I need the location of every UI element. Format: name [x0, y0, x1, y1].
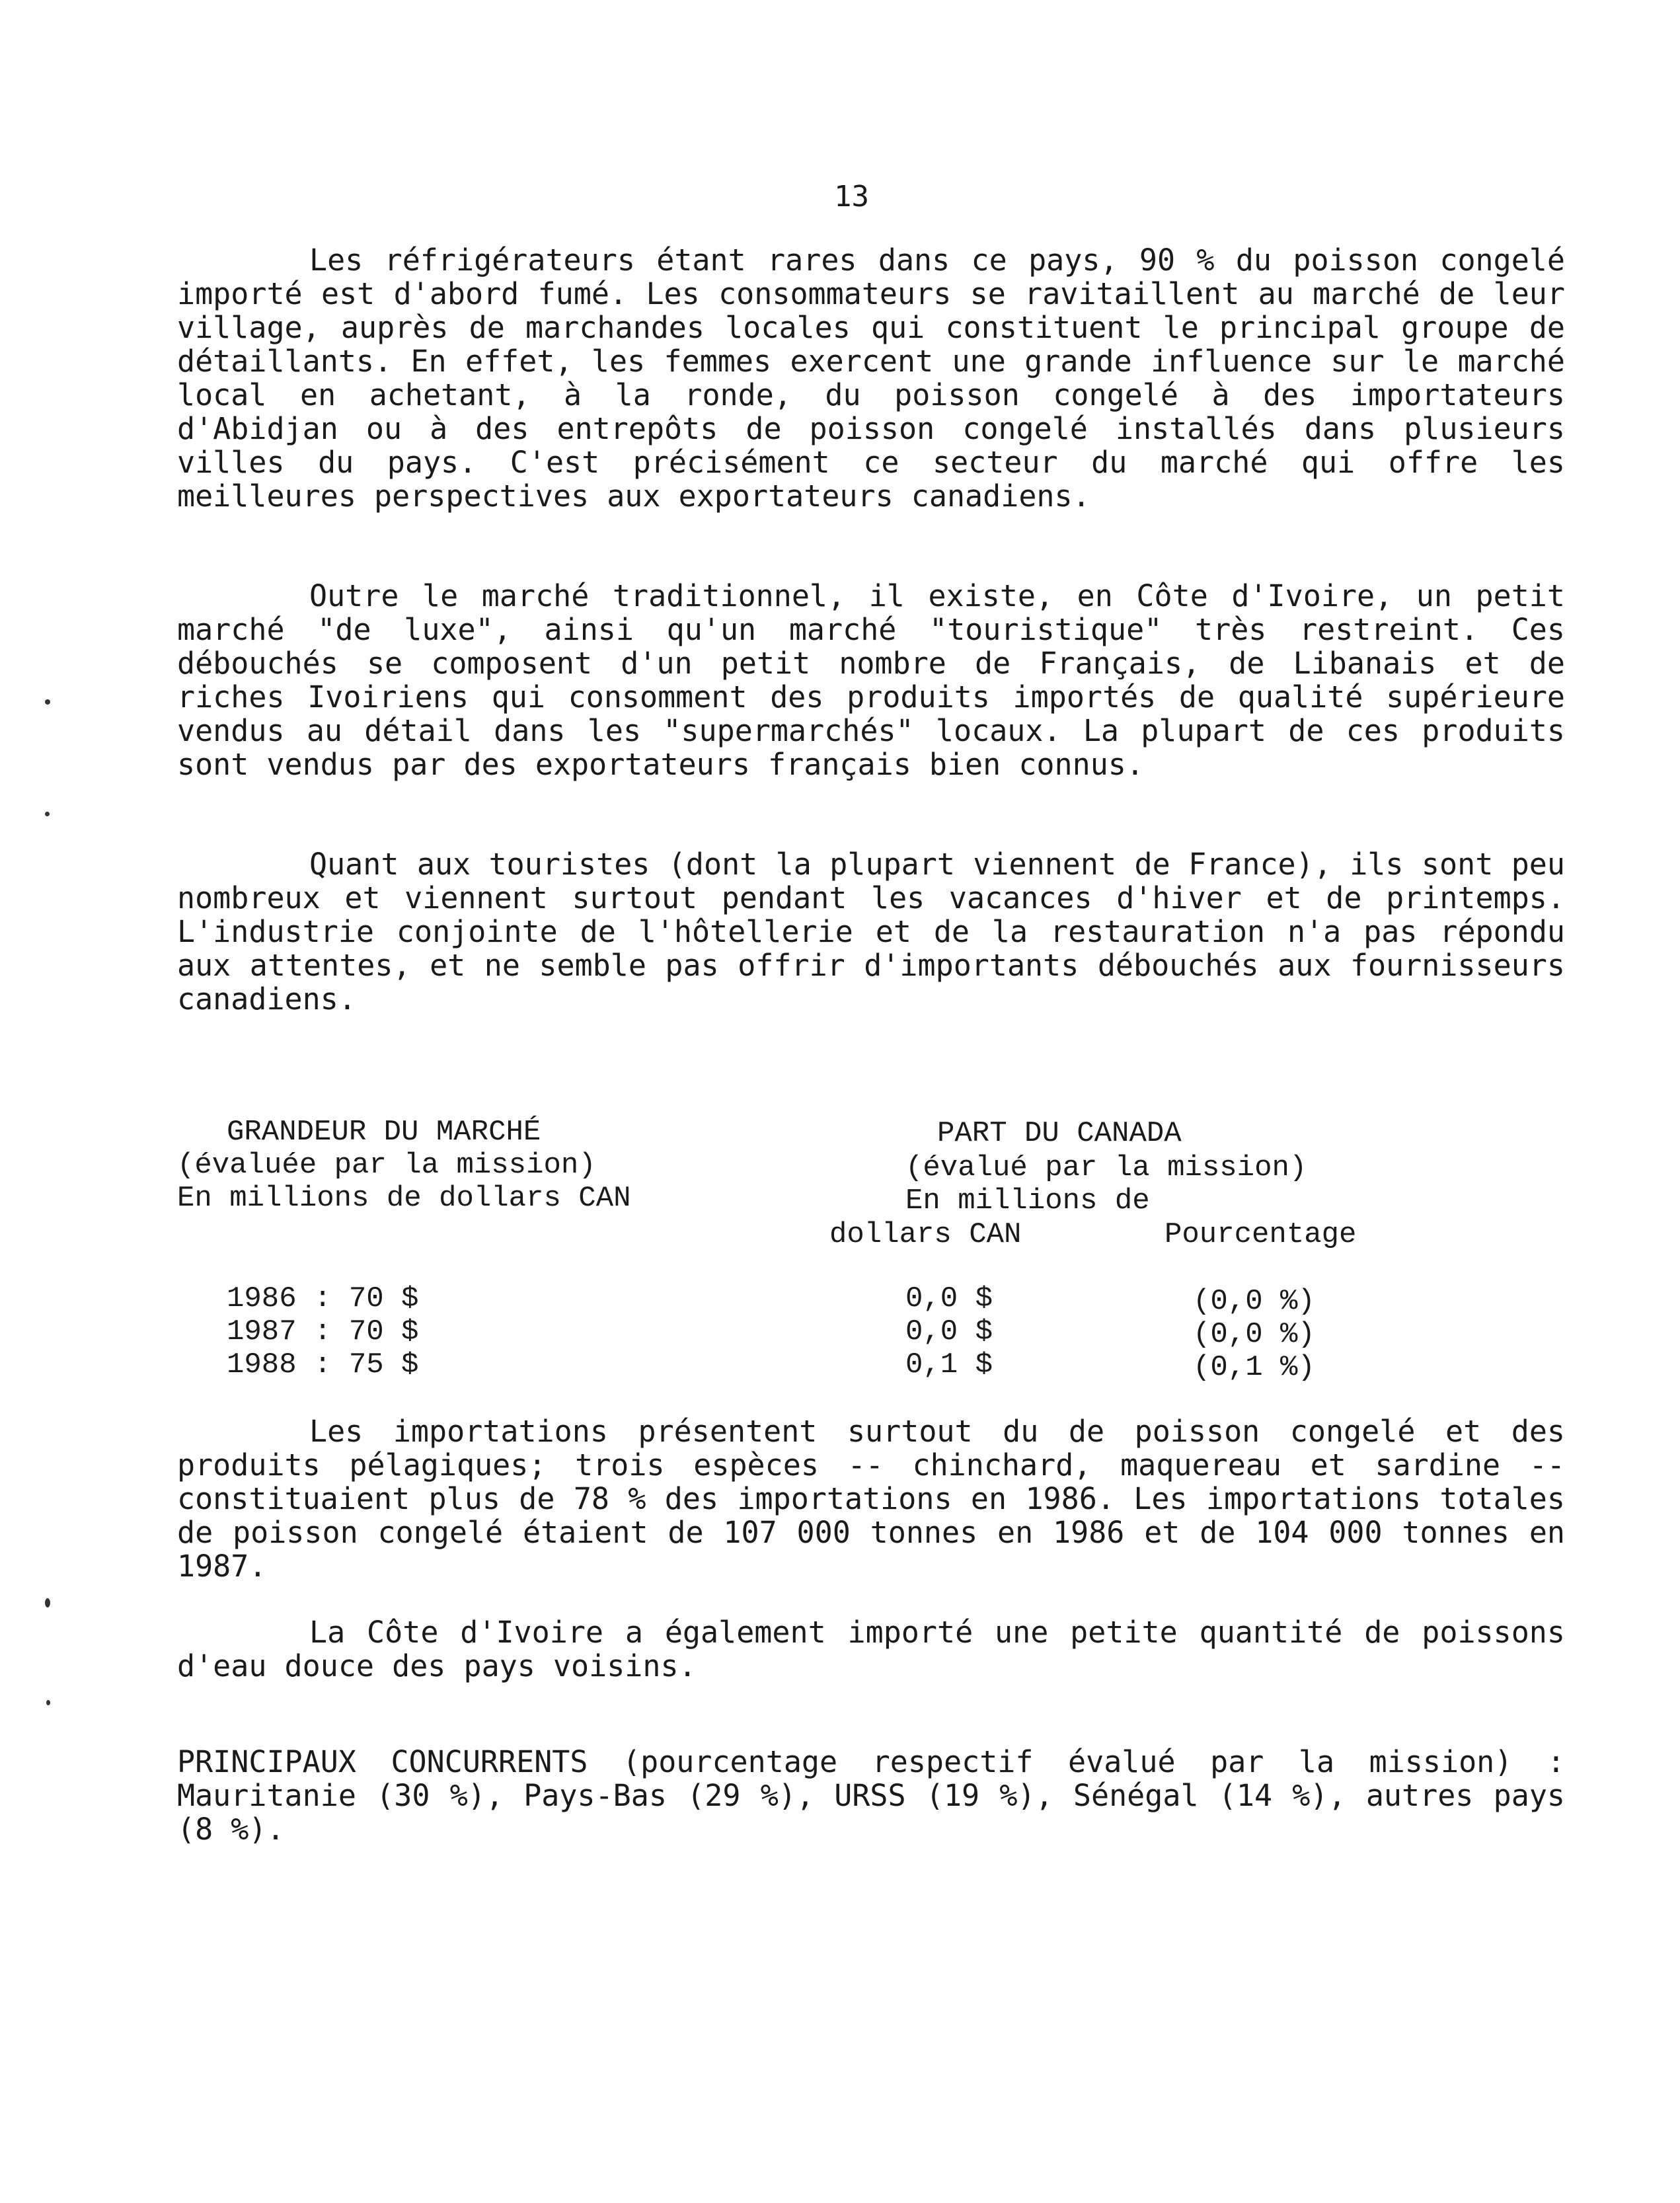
scan-speck — [45, 1598, 50, 1607]
paragraph-text: Les importations présentent surtout du de poisson congelé et des produits pélagiques; trois espèces -- chinchard, maquereau et sardine -- constituaient plus de 78 % des importations en 1986. Les importations totales de poisson congelé étaient de 107 000 tonnes en 1986 et de 104 000 tonnes en 1987. — [177, 1414, 1565, 1584]
paragraph-text: Quant aux touristes (dont la plupart viennent de France), ils sont peu nombreux et viennent surtout pendant les vacances d'hiver et de printemps. L'industrie conjointe de l'hôtellerie et de la restauration n'a pas répondu aux attentes, et ne semble pas offrir d'importants débouchés aux fournisseurs canadiens. — [177, 847, 1565, 1017]
table-row-year-value: 1988 : 75 $ — [227, 1348, 419, 1381]
table-row-canada: 0,0 $ — [905, 1282, 993, 1315]
paragraph-text: Outre le marché traditionnel, il existe, en Côte d'Ivoire, un petit marché "de luxe", ainsi qu'un marché "touristique" très restreint. Ces débouchés se composent d'un petit nombre de Français, de Libanais et de riches Ivoiriens qui consomment des produits importés de qualité supérieure vendus au détail dans les "supermarchés" locaux. La plupart de ces produits sont vendus par des exportateurs français bien connus. — [177, 578, 1565, 782]
paragraph-imports — [177, 1414, 1565, 1583]
left-header-subtitle: (évaluée par la mission) — [177, 1149, 596, 1182]
scan-speck — [45, 699, 50, 705]
right-header-units: En millions de — [905, 1184, 1150, 1217]
paragraph-text: La Côte d'Ivoire a également importé une petite quantité de poissons d'eau douce des pays voisins. — [177, 1615, 1565, 1683]
table-row-year-value: 1987 : 70 $ — [227, 1315, 419, 1348]
scan-speck — [45, 812, 50, 816]
table-row-percent: (0,0 %) — [1193, 1285, 1315, 1318]
right-header-title: PART DU CANADA — [937, 1117, 1182, 1150]
left-header-title: GRANDEUR DU MARCHÉ — [227, 1116, 541, 1149]
paragraph-luxury-market — [177, 579, 1565, 781]
paragraph-text: Les réfrigérateurs étant rares dans ce pays, 90 % du poisson congelé importé est d'abord fumé. Les consommateurs se ravitaillent au marché de leur village, auprès de marchandes locales qui constituent le principal groupe de détaillants. En effet, les femmes exercent une grande influence sur le marché local en achetant, à la ronde, du poisson congelé à des importateurs d'Abidjan ou à des entrepôts de poisson congelé installés dans plusieurs villes du pays. C'est précisément ce secteur du marché qui offre les meilleures perspectives aux exportateurs canadiens. — [177, 243, 1565, 514]
paragraph-tourists — [177, 847, 1565, 1016]
right-subheader-percent: Pourcentage — [1165, 1218, 1357, 1251]
right-header-subtitle: (évalué par la mission) — [905, 1151, 1307, 1184]
right-subheader-dollars: dollars CAN — [829, 1218, 1022, 1251]
scan-speck — [46, 1700, 50, 1705]
table-row-canada: 0,0 $ — [905, 1315, 993, 1348]
paragraph-competitors — [177, 1745, 1565, 1846]
paragraph-text: PRINCIPAUX CONCURRENTS (pourcentage respectif évalué par la mission) : Mauritanie (30 %), Pays-Bas (29 %), URSS (19 %), Sénégal (14 %), autres pays (8 %). — [177, 1744, 1565, 1847]
paragraph-freshwater — [177, 1615, 1565, 1683]
page-number: 13 — [834, 180, 869, 213]
paragraph-refrigerators — [177, 243, 1565, 513]
left-header-units: En millions de dollars CAN — [177, 1182, 631, 1215]
table-row-percent: (0,1 %) — [1193, 1351, 1315, 1384]
table-row-canada: 0,1 $ — [905, 1348, 993, 1381]
table-row-year-value: 1986 : 70 $ — [227, 1282, 419, 1315]
table-row-percent: (0,0 %) — [1193, 1318, 1315, 1351]
